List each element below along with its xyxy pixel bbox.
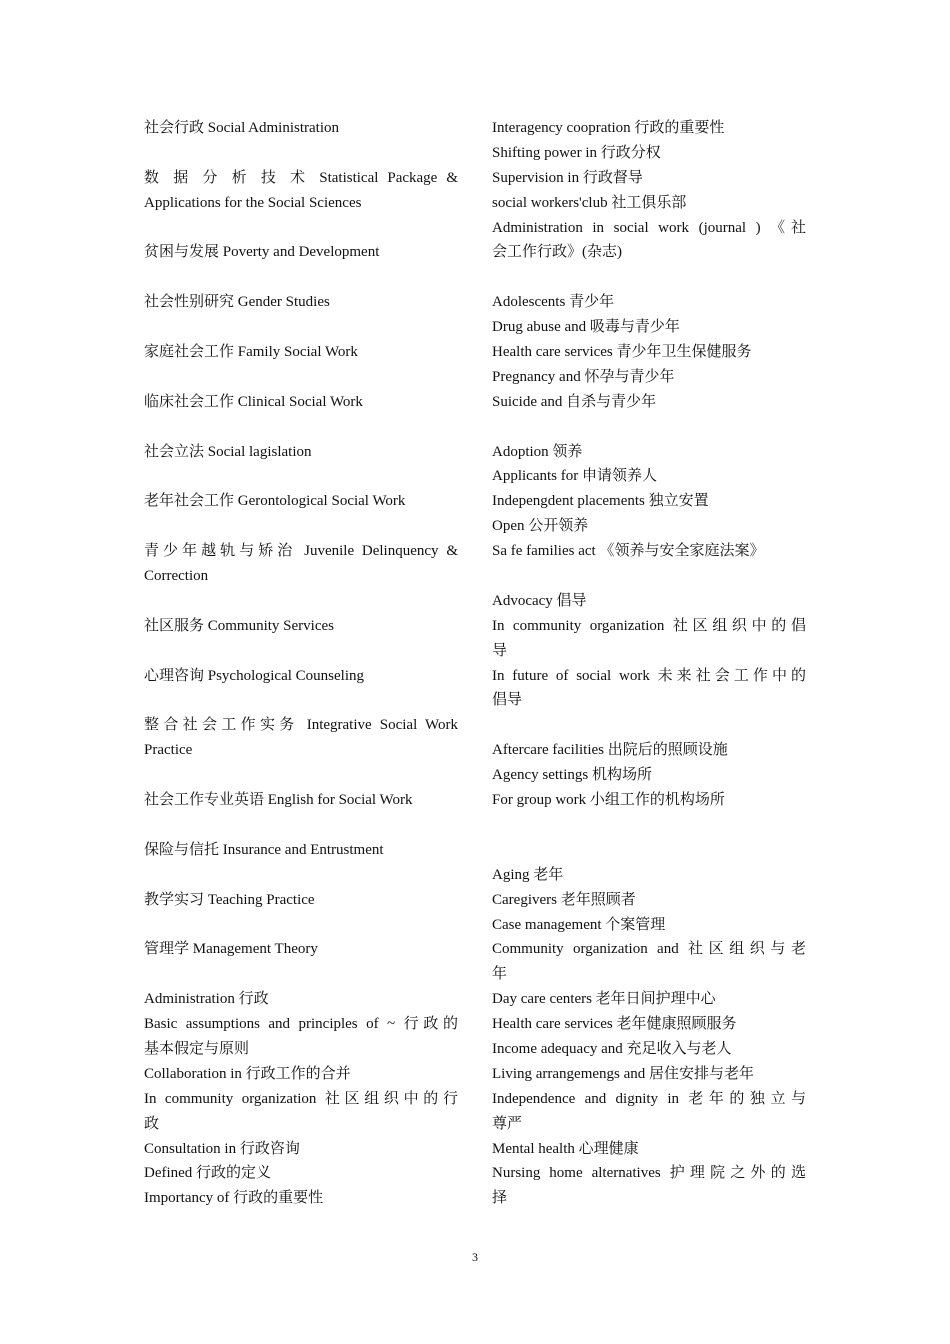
blank-line xyxy=(144,216,458,241)
blank-line xyxy=(144,464,458,489)
blank-line xyxy=(144,141,458,166)
glossary-line: social workers'club 社工俱乐部 xyxy=(492,194,687,211)
blank-line xyxy=(492,265,806,290)
glossary-line: Shifting power in 行政分权 xyxy=(492,144,661,161)
glossary-line: Supervision in 行政督导 xyxy=(492,169,643,186)
glossary-line: 社会立法 Social lagislation xyxy=(144,443,312,460)
glossary-line: Administration 行政 xyxy=(144,991,269,1008)
blank-line xyxy=(492,415,806,440)
glossary-line: 社会性别研究 Gender Studies xyxy=(144,294,330,311)
glossary-line: Nursing home alternatives 护理院之外的选 xyxy=(492,1165,806,1182)
glossary-line: 社会行政 Social Administration xyxy=(144,120,339,136)
glossary-line: Correction xyxy=(144,568,209,585)
glossary-line: Aftercare facilities 出院后的照顾设施 xyxy=(492,742,728,759)
glossary-line: Income adequacy and 充足收入与老人 xyxy=(492,1040,732,1057)
blank-line xyxy=(144,688,458,713)
glossary-line: Drug abuse and 吸毒与青少年 xyxy=(492,319,680,336)
glossary-line: 临床社会工作 Clinical Social Work xyxy=(144,393,363,410)
glossary-line: Pregnancy and 怀孕与青少年 xyxy=(492,368,675,385)
glossary-line: Health care services 青少年卫生保健服务 xyxy=(492,344,752,361)
right-column xyxy=(492,116,806,1211)
glossary-line: 青少年越轨与矫治 Juvenile Delinquency & xyxy=(144,543,458,560)
glossary-line: Health care services 老年健康照顾服务 xyxy=(492,1016,737,1033)
glossary-line: Collaboration in 行政工作的合并 xyxy=(144,1065,351,1082)
blank-line xyxy=(144,415,458,440)
blank-line xyxy=(144,913,458,938)
glossary-line: 会工作行政》(杂志) xyxy=(492,244,622,261)
glossary-line: For group work 小组工作的机构场所 xyxy=(492,792,725,809)
glossary-line: Sa fe families act 《领养与安全家庭法案》 xyxy=(492,543,765,560)
glossary-line: Basic assumptions and principles of ~ 行政的 xyxy=(144,1016,458,1033)
glossary-line: Interagency coopration 行政的重要性 xyxy=(492,120,725,136)
glossary-line: 贫困与发展 Poverty and Development xyxy=(144,244,380,261)
glossary-line: In community organization 社区组织中的行 xyxy=(144,1090,458,1107)
blank-line xyxy=(144,265,458,290)
glossary-line: 整合社会工作实务 Integrative Social Work xyxy=(144,717,458,734)
glossary-line: Practice xyxy=(144,742,193,759)
blank-line xyxy=(144,514,458,539)
glossary-line: Case management 个案管理 xyxy=(492,916,666,933)
glossary-line: 导 xyxy=(492,642,508,659)
page-number: 3 xyxy=(472,1250,478,1264)
blank-line xyxy=(144,589,458,614)
glossary-line: 老年社会工作 Gerontological Social Work xyxy=(144,493,406,510)
glossary-line: Independence and dignity in 老年的独立与 xyxy=(492,1090,806,1107)
blank-line xyxy=(144,763,458,788)
glossary-line: Living arrangemengs and 居住安排与老年 xyxy=(492,1065,755,1082)
blank-line xyxy=(492,813,806,838)
left-column xyxy=(144,116,458,1211)
glossary-line: In future of social work 未来社会工作中的 xyxy=(492,667,806,684)
glossary-line: Community organization and 社区组织与老 xyxy=(492,941,806,958)
glossary-line: Suicide and 自杀与青少年 xyxy=(492,393,657,410)
blank-line xyxy=(144,863,458,888)
glossary-line: In community organization 社区组织中的倡 xyxy=(492,617,806,634)
blank-line xyxy=(492,564,806,589)
glossary-line: 教学实习 Teaching Practice xyxy=(144,891,315,908)
blank-line xyxy=(492,713,806,738)
blank-line xyxy=(492,838,806,863)
glossary-line: 政 xyxy=(144,1115,160,1132)
glossary-line: Defined 行政的定义 xyxy=(144,1165,272,1182)
glossary-line: 社区服务 Community Services xyxy=(144,617,334,634)
glossary-line: 择 xyxy=(492,1190,508,1207)
glossary-line: Adolescents 青少年 xyxy=(492,294,615,311)
glossary-line: Agency settings 机构场所 xyxy=(492,767,652,784)
glossary-line: Aging 老年 xyxy=(492,866,564,883)
glossary-line: 管理学 Management Theory xyxy=(144,941,318,958)
glossary-line: 尊严 xyxy=(492,1115,523,1132)
blank-line xyxy=(144,962,458,987)
blank-line xyxy=(144,365,458,390)
glossary-line: Importancy of 行政的重要性 xyxy=(144,1190,324,1207)
glossary-line: Administration in social work (journal ) 《社 xyxy=(492,219,806,236)
glossary-line: 保险与信托 Insurance and Entrustment xyxy=(144,841,384,858)
glossary-line: Day care centers 老年日间护理中心 xyxy=(492,991,716,1008)
glossary-line: 社会工作专业英语 English for Social Work xyxy=(144,792,413,809)
blank-line xyxy=(144,639,458,664)
glossary-line: Applicants for 申请领养人 xyxy=(492,468,657,485)
glossary-line: Mental health 心理健康 xyxy=(492,1140,639,1157)
glossary-line: 倡导 xyxy=(492,692,523,709)
blank-line xyxy=(144,315,458,340)
glossary-line: Advocacy 倡导 xyxy=(492,592,587,609)
glossary-line: Open 公开领养 xyxy=(492,518,589,535)
blank-line xyxy=(144,813,458,838)
glossary-line: 年 xyxy=(492,966,508,983)
glossary-line: Indepengdent placements 独立安置 xyxy=(492,493,709,510)
glossary-line: Adoption 领养 xyxy=(492,443,583,460)
glossary-line: Applications for the Social Sciences xyxy=(144,194,362,211)
glossary-line: 数 据 分 析 技 术 Statistical Package & xyxy=(144,169,458,186)
glossary-line: 心理咨询 Psychological Counseling xyxy=(144,667,364,684)
glossary-line: 家庭社会工作 Family Social Work xyxy=(144,344,358,361)
glossary-line: 基本假定与原则 xyxy=(144,1040,250,1057)
glossary-line: Consultation in 行政咨询 xyxy=(144,1140,300,1157)
glossary-line: Caregivers 老年照顾者 xyxy=(492,891,636,908)
